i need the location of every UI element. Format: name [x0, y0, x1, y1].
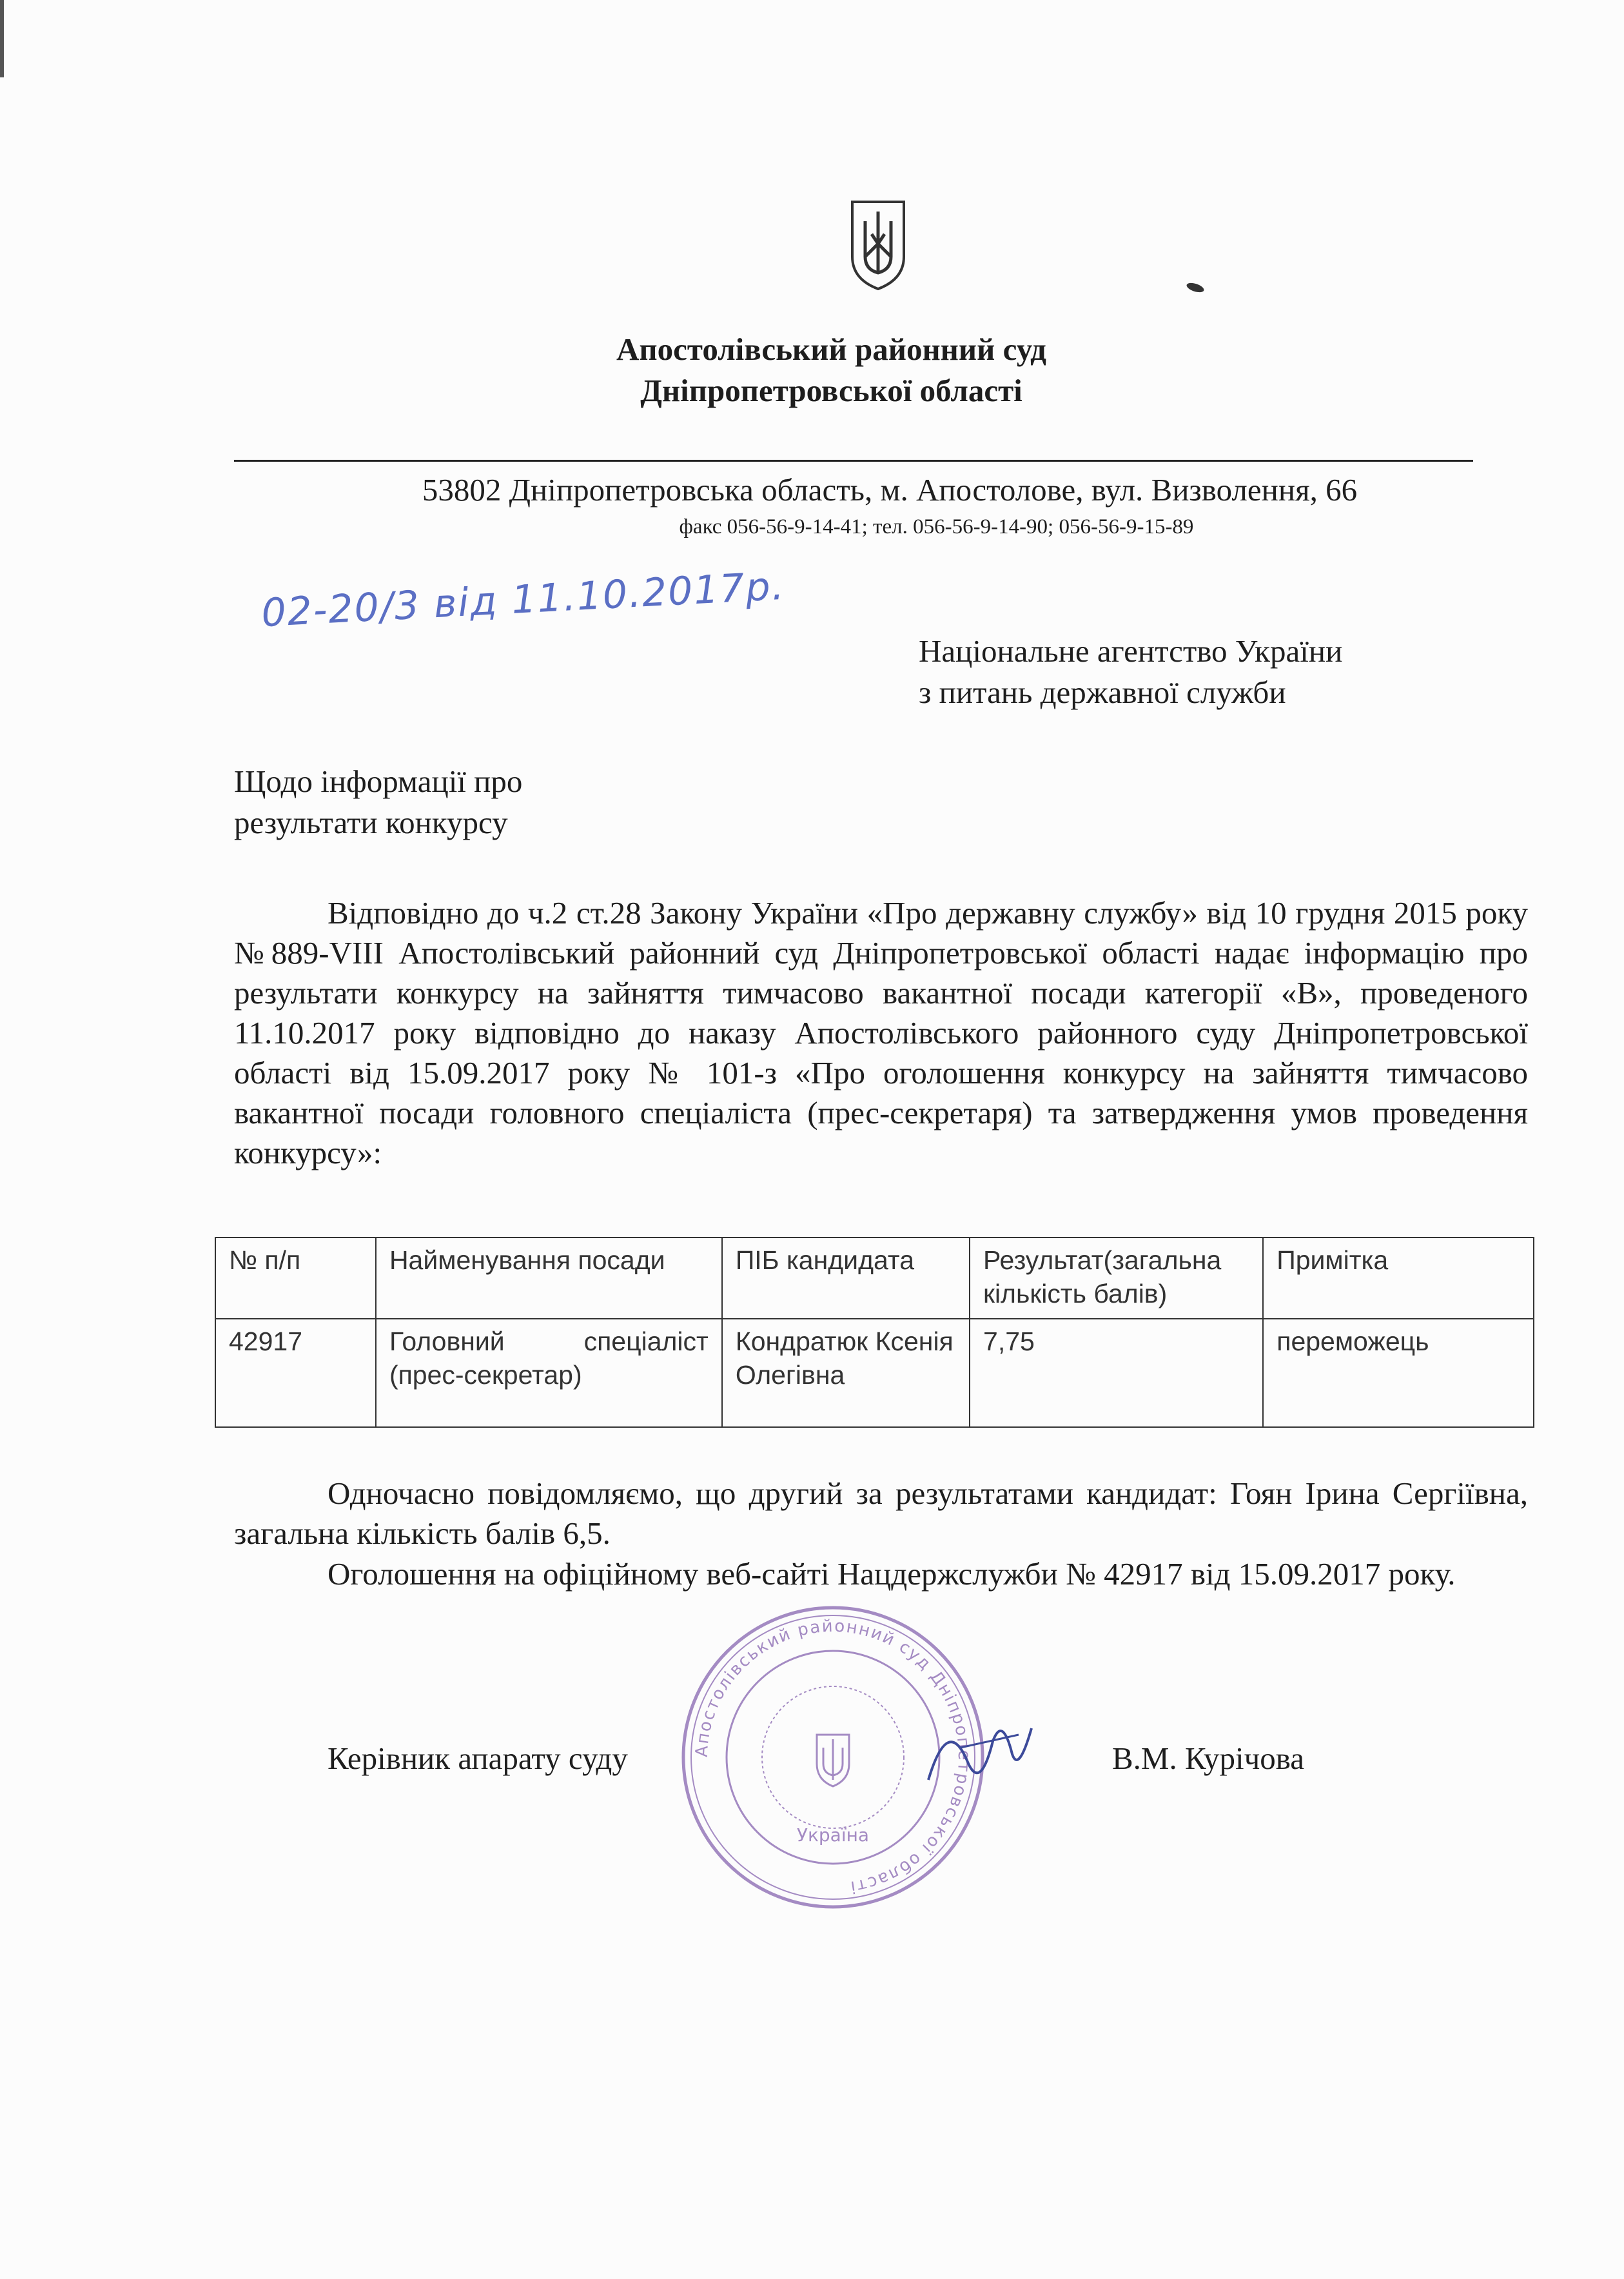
- results-table: [215, 1237, 1534, 1428]
- table-header-row: [215, 1238, 1534, 1319]
- recipient-block: [919, 631, 1342, 713]
- table-header-cell: Примітка: [1263, 1238, 1534, 1319]
- recipient-line-1: Національне агентство України: [919, 633, 1343, 669]
- table-header-cell: ПІБ кандидата: [722, 1238, 970, 1319]
- body-paragraph-1: Відповідно до ч.2 ст.28 Закону України «Про державну службу» від 10 грудня 2015 року №889-VIII Апостолівський районний суд Дніпропетровської області надає інформацію про результати конкурсу на зайняття тимчасово вакантної посади категорії «В», проведеного 11.10.2017 року відповідно до наказу Апостолівського районного суду Дніпропетровської області від 15.09.2017 року № 101-з «Про оголошення конкурсу на зайняття тимчасово вакантної посади головного спеціаліста (прес-секретаря) та затвердження умов проведення конкурсу»:: [234, 895, 1528, 1170]
- court-region: Дніпропетровської області: [640, 373, 1022, 408]
- table-cell: Головний спеціаліст (прес-секретар): [376, 1319, 722, 1427]
- outgoing-number-handwritten: 02-20/3 від 11.10.2017р.: [260, 563, 787, 636]
- handwritten-signature: [922, 1702, 1038, 1799]
- table-header-cell: Результат(загальна кількість балів): [970, 1238, 1263, 1319]
- header-divider: [234, 460, 1473, 462]
- table-header-cell: Найменування посади: [376, 1238, 722, 1319]
- court-header: [387, 329, 1276, 411]
- recipient-line-2: з питань державної служби: [919, 675, 1286, 710]
- coat-of-arms-icon: [846, 195, 910, 292]
- table-header-cell: № п/п: [215, 1238, 376, 1319]
- signer-name: В.М. Курічова: [1112, 1741, 1304, 1776]
- body-paragraph-2: Одночасно повідомляємо, що другий за результатами кандидат: Гоян Ірина Сергіївна, загальна кількість балів 6,5.: [234, 1475, 1528, 1551]
- body-paragraph-3: Оголошення на офіційному веб-сайті Нацдержслужби № 42917 від 15.09.2017 року.: [328, 1556, 1456, 1592]
- court-name: Апостолівський районний суд: [616, 331, 1046, 367]
- table-cell: Кондратюк Ксенія Олегівна: [722, 1319, 970, 1427]
- stamp-inner-text: Україна: [796, 1824, 870, 1846]
- table-cell: переможець: [1263, 1319, 1534, 1427]
- scan-edge-mark: [0, 0, 4, 77]
- signature-position: Керівник апарату суду: [328, 1741, 628, 1776]
- subject-block: [234, 761, 522, 844]
- court-contacts: факс 056-56-9-14-41; тел. 056-56-9-14-90; 056-56-9-15-89: [679, 515, 1194, 538]
- table-cell: 42917: [215, 1319, 376, 1427]
- stamp-outer-text: Апостолівський районний суд Дніпропетровської області: [692, 1616, 974, 1897]
- scan-speck: [1186, 281, 1205, 294]
- court-address: 53802 Дніпропетровська область, м. Апостолове, вул. Визволення, 66: [422, 472, 1358, 508]
- table-row: [215, 1319, 1534, 1427]
- subject-line-1: Щодо інформації про: [234, 764, 523, 799]
- table-cell: 7,75: [970, 1319, 1263, 1427]
- subject-line-2: результати конкурсу: [234, 805, 508, 840]
